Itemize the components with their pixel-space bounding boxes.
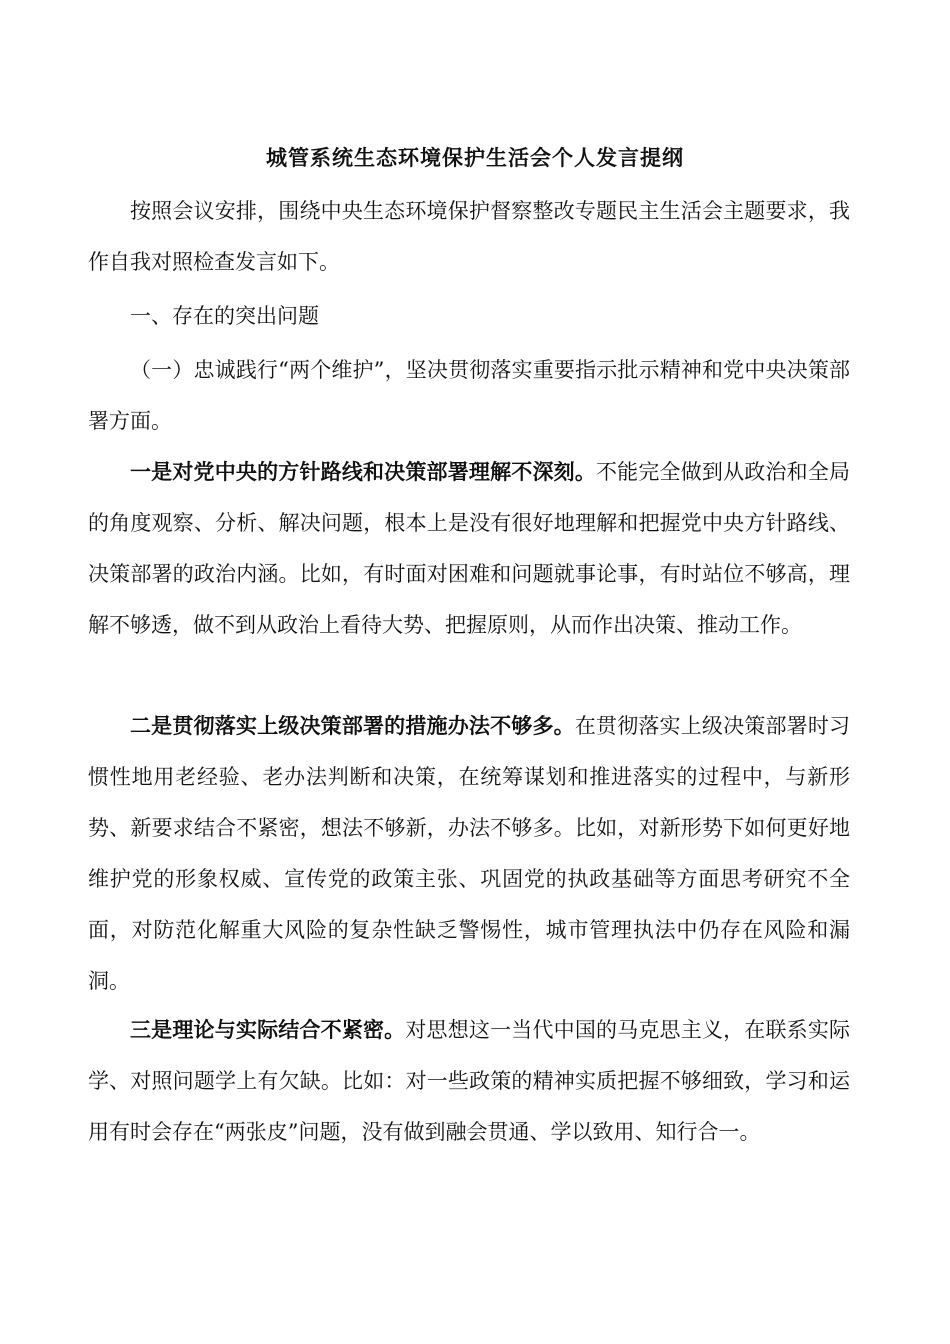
- item-body-2: 在贯彻落实上级决策部署时习惯性地用老经验、老办法判断和决策，在统筹谋划和推进落实的过程中，与新形势、新要求结合不紧密，想法不够新，办法不够多。比如，对新形势下如何更好地维护党的形象权威、宣传党的政策主张、巩固党的执政基础等方面思考研究不全面，对防范化解重大风险的复杂性缺乏警惕性，城市管理执法中仍存在风险和漏洞。: [88, 714, 851, 993]
- item-lead-1: 一是对党中央的方针路线和决策部署理解不深刻。: [130, 459, 596, 484]
- document-title: 城管系统生态环境保护生活会个人发言提纲: [266, 145, 684, 170]
- subsection-heading: （一）忠诚践行“两个维护”，坚决贯彻落实重要指示批示精神和党中央决策部署方面。: [88, 358, 850, 433]
- item-paragraph-1: [88, 446, 850, 651]
- item-body-1: 不能完全做到从政治和全局的角度观察、分析、解决问题，根本上是没有很好地理解和把握党中央方针路线、决策部署的政治内涵。比如，有时面对困难和问题就事论事，有时站位不够高，理解不够透，做不到从政治上看待大势、把握原则，从而作出决策、推动工作。: [88, 460, 850, 637]
- item-lead-3: 三是理论与实际结合不紧密。: [130, 1017, 406, 1042]
- item-paragraph-2: [88, 700, 850, 1007]
- item-body-3: 对思想这一当代中国的马克思主义，在联系实际学、对照问题学上有欠缺。比如：对一些政策的精神实质把握不够细致，学习和运用有时会存在“两张皮”问题，没有做到融会贯通、学以致用、知行合一。: [88, 1018, 851, 1144]
- item-paragraph-3: [88, 1004, 850, 1158]
- section-heading: 一、存在的突出问题: [130, 304, 319, 328]
- item-lead-2: 二是贯彻落实上级决策部署的措施办法不够多。: [130, 713, 575, 738]
- intro-paragraph: 按照会议安排，围绕中央生态环境保护督察整改专题民主生活会主题要求，我作自我对照检查发言如下。: [88, 199, 850, 274]
